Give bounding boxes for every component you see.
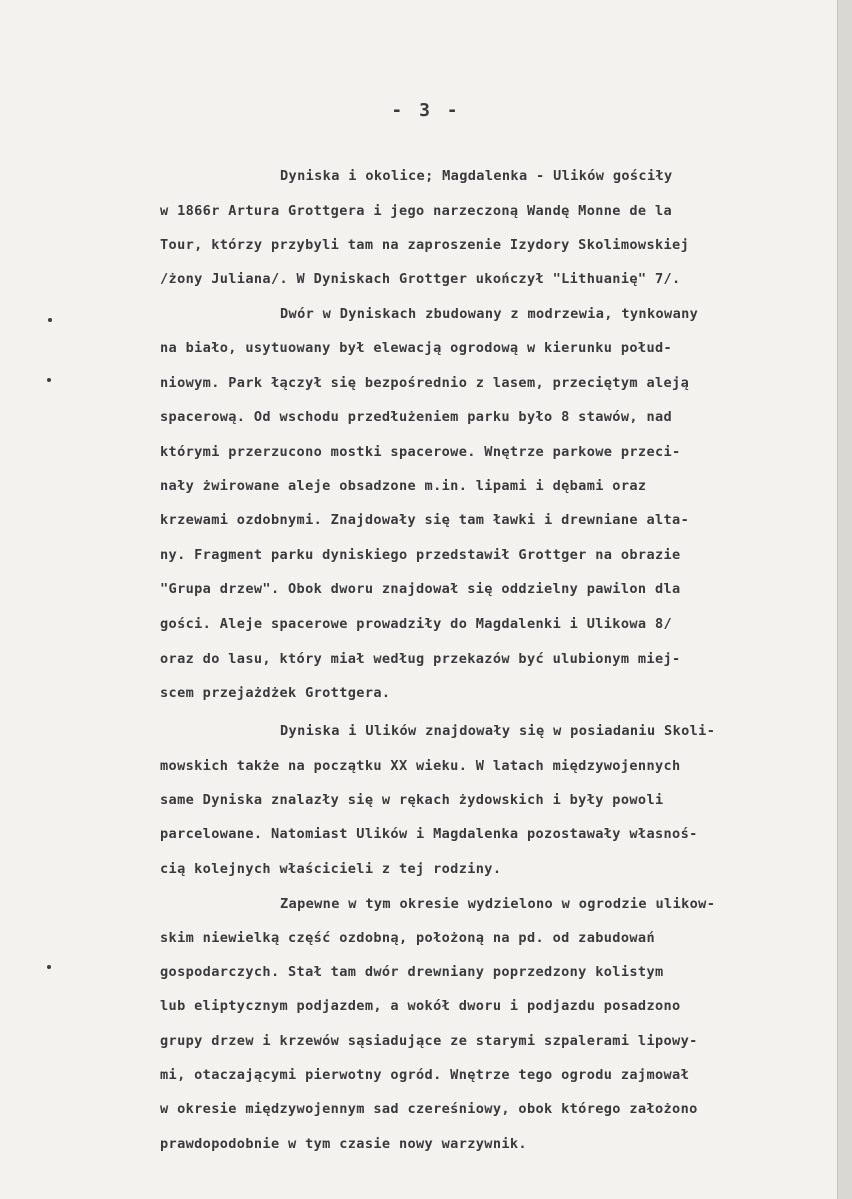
text-line: ny. Fragment parku dyniskiego przedstawił Grottger na obrazie: [160, 547, 681, 563]
text-line: grupy drzew i krzewów sąsiadujące ze starymi szpalerami lipowy-: [160, 1033, 698, 1049]
text-line: nały żwirowane aleje obsadzone m.in. lipami i dębami oraz: [160, 478, 647, 494]
text-line: Tour, którzy przybyli tam na zaproszenie Izydory Skolimowskiej: [160, 237, 690, 253]
page-edge: [838, 0, 852, 1199]
text-line: Dwór w Dyniskach zbudowany z modrzewia, tynkowany: [280, 306, 699, 322]
text-line: /żony Juliana/. W Dyniskach Grottger ukończył "Lithuanię" 7/.: [160, 271, 681, 287]
text-line: w 1866r Artura Grottgera i jego narzeczoną Wandę Monne de la: [160, 203, 673, 219]
text-line: Dyniska i Ulików znajdowały się w posiadaniu Skoli-: [280, 723, 716, 739]
text-line: w okresie międzywojennym sad czereśniowy, obok którego założono: [160, 1101, 698, 1117]
text-line: spacerową. Od wschodu przedłużeniem parku było 8 stawów, nad: [160, 409, 673, 425]
text-line: Zapewne w tym okresie wydzielono w ogrodzie ulikow-: [280, 896, 716, 912]
text-line: same Dyniska znalazły się w rękach żydowskich i były powoli: [160, 792, 664, 808]
text-line: lub eliptycznym podjazdem, a wokół dworu i podjazdu posadzono: [160, 998, 681, 1014]
text-line: prawdopodobnie w tym czasie nowy warzywnik.: [160, 1136, 527, 1152]
text-line: cią kolejnych właścicieli z tej rodziny.: [160, 861, 502, 877]
text-line: na biało, usytuowany był elewacją ogrodową w kierunku połud-: [160, 340, 673, 356]
text-line: gospodarczych. Stał tam dwór drewniany poprzedzony kolistym: [160, 964, 664, 980]
text-line: scem przejażdżek Grottgera.: [160, 685, 391, 701]
text-line: mowskich także na początku XX wieku. W latach międzywojennych: [160, 758, 681, 774]
page-number: - 3 -: [391, 100, 461, 121]
text-line: mi, otaczającymi pierwotny ogród. Wnętrze tego ogrodu zajmował: [160, 1067, 690, 1083]
punch-mark: [47, 378, 51, 382]
text-line: niowym. Park łączył się bezpośrednio z lasem, przeciętym aleją: [160, 375, 690, 391]
text-line: oraz do lasu, który miał według przekazów być ulubionym miej-: [160, 651, 681, 667]
punch-mark: [47, 965, 51, 969]
text-line: krzewami ozdobnymi. Znajdowały się tam ławki i drewniane altа-: [160, 512, 690, 528]
text-line: Dyniska i okolice; Magdalenka - Ulików gościły: [280, 168, 673, 184]
text-line: którymi przerzucono mostki spacerowe. Wnętrze parkowe przeci-: [160, 444, 681, 460]
punch-mark: [48, 318, 52, 322]
text-line: skim niewielką część ozdobną, położoną na pd. od zabudowań: [160, 930, 655, 946]
text-line: gości. Aleje spacerowe prowadziły do Magdalenki i Ulikowa 8/: [160, 616, 673, 632]
text-line: "Grupa drzew". Obok dworu znajdował się oddzielny pawilon dla: [160, 581, 681, 597]
text-line: parcelowane. Natomiast Ulików i Magdalenka pozostawały własnoś-: [160, 826, 698, 842]
